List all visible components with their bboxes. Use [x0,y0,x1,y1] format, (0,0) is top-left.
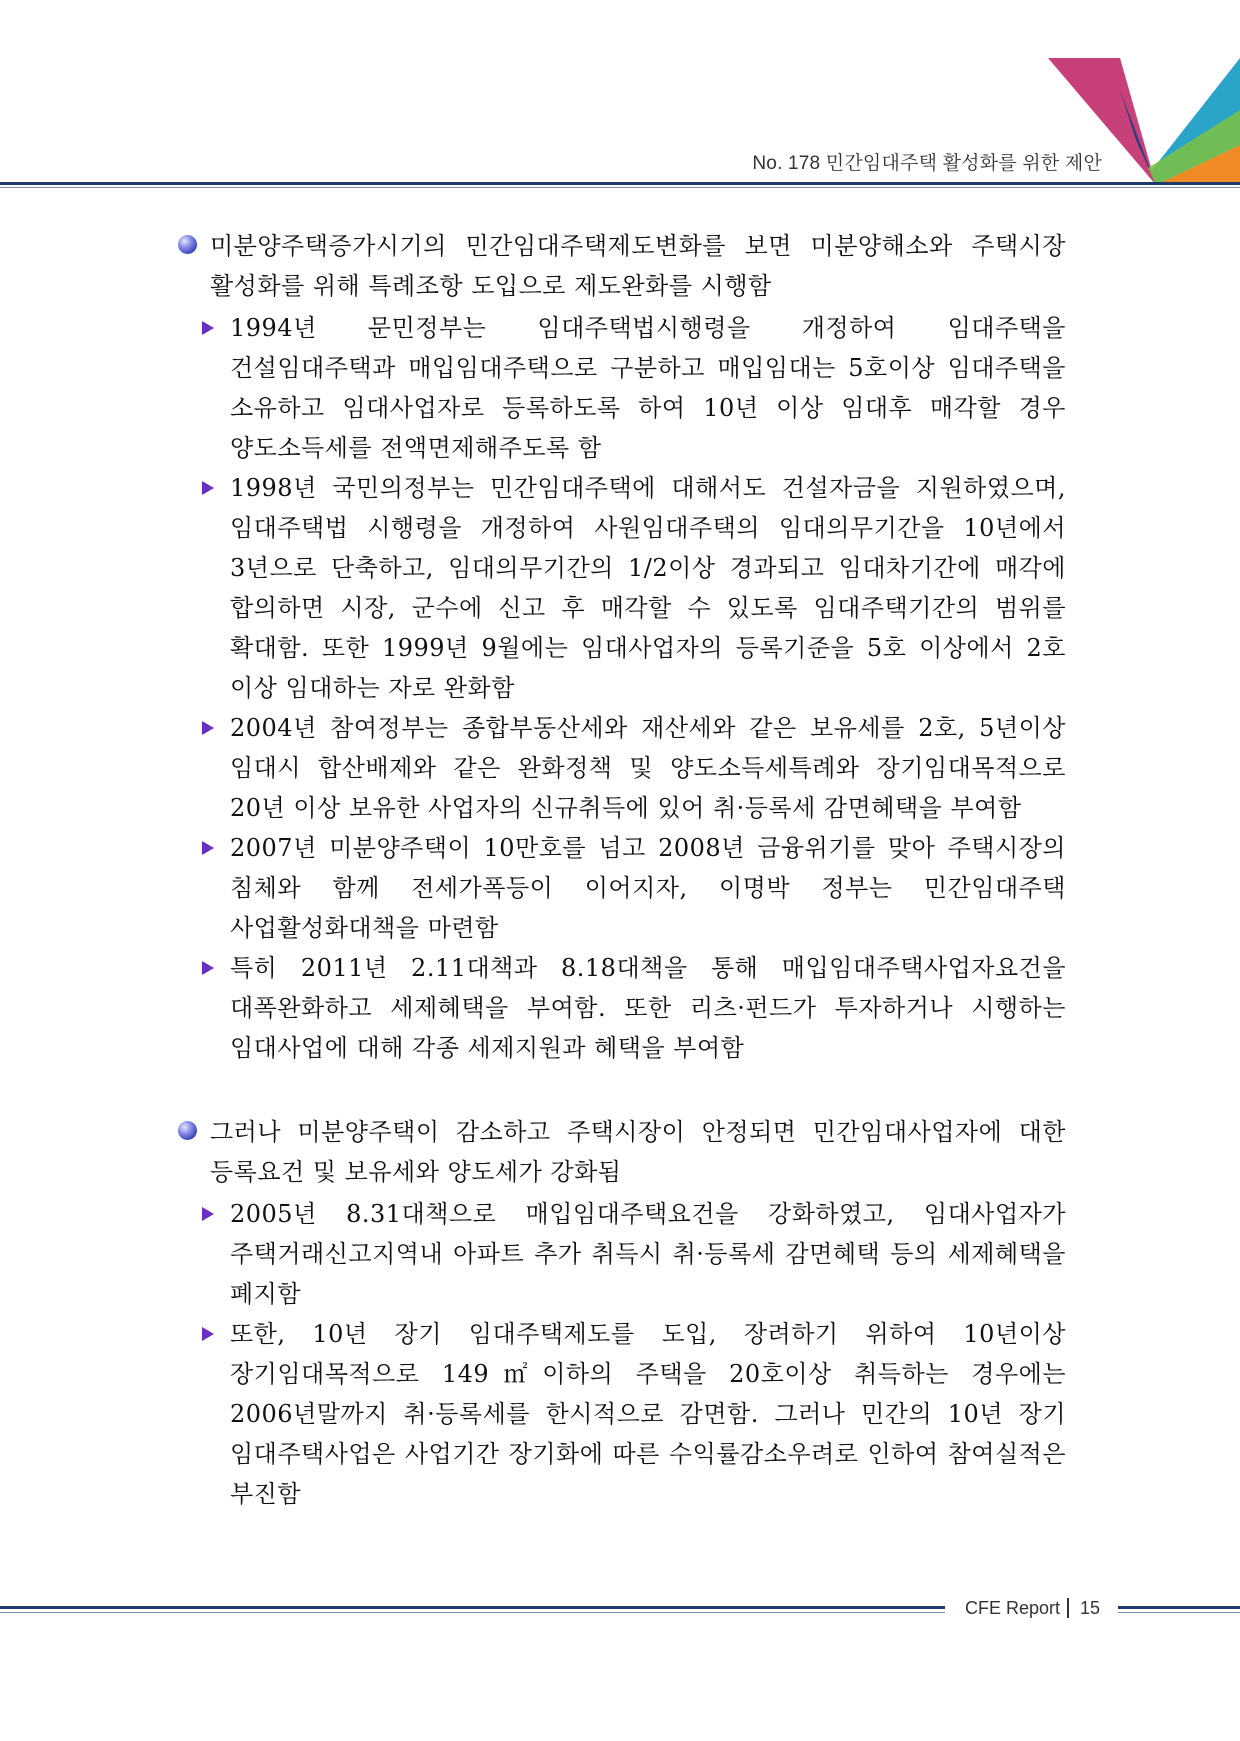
sub-point [176,1194,1066,1314]
document-body [176,226,1066,1558]
header-title: No. 178 민간임대주택 활성화를 위한 제안 [752,153,1102,174]
main-point-text: 그러나 미분양주택이 감소하고 주택시장이 안정되면 민간임대사업자에 대한 등록요건 및 보유세와 양도세가 강화됨 [210,1118,1066,1186]
main-point [176,1112,1066,1192]
triangle-bullet-icon [202,1207,214,1221]
page-number: 15 [1080,1598,1101,1618]
sub-point-text: 또한, 10년 장기 임대주택제도를 도입, 장려하기 위하여 10년이상 장기임대목적으로 149㎡이하의 주택을 20호이상 취득하는 경우에는 2006년말까지 취·등록세를 한시적으로 감면함. 그러나 민간의 10년 장기 임대주택사업은 사업기간 장기화에 따른 수익률감소우려로 인하여 참여실적은 부진함 [230,1320,1066,1508]
triangle-bullet-icon [202,841,214,855]
sub-point-list [176,308,1066,1068]
footer-rule-right [1118,1606,1240,1613]
footer-separator [1067,1598,1069,1618]
sub-point [176,1314,1066,1514]
sub-point-text: 1998년 국민의정부는 민간임대주택에 대해서도 건설자금을 지원하였으며, 임대주택법 시행령을 개정하여 사원임대주택의 임대의무기간을 10년에서 3년으로 단축하고, 임대의무기간의 1/2이상 경과되고 임대차기간에 매각에 합의하면 시장, 군수에 신고 후 매각할 수 있도록 임대주택기간의 범위를 확대함. 또한 1999년 9월에는 임대사업자의 등록기준을 5호 이상에서 2호 이상 임대하는 자로 완화함 [230,474,1066,702]
triangle-bullet-icon [202,1327,214,1341]
main-point [176,226,1066,306]
sub-point-list [176,1194,1066,1514]
main-point-text: 미분양주택증가시기의 민간임대주택제도변화를 보면 미분양해소와 주택시장 활성화를 위해 특례조항 도입으로 제도완화를 시행함 [210,232,1066,300]
footer-rule-left [0,1606,945,1613]
triangle-bullet-icon [202,481,214,495]
section-2 [176,1112,1066,1514]
sub-point [176,308,1066,468]
sub-point-text: 2004년 참여정부는 종합부동산세와 재산세와 같은 보유세를 2호, 5년이상 임대시 합산배제와 같은 완화정책 및 양도소득세특례와 장기임대목적으로 20년 이상 보유한 사업자의 신규취득에 있어 취·등록세 감면혜택을 부여함 [230,714,1066,822]
sub-point-text: 특히 2011년 2.11대책과 8.18대책을 통해 매입임대주택사업자요건을 대폭완화하고 세제혜택을 부여함. 또한 리츠·펀드가 투자하거나 시행하는 임대사업에 대해 각종 세제지원과 혜택을 부여함 [230,954,1066,1062]
footer-report-name: CFE Report [965,1598,1061,1618]
triangle-bullet-icon [202,321,214,335]
sub-point-text: 1994년 문민정부는 임대주택법시행령을 개정하여 임대주택을 건설임대주택과 매입임대주택으로 구분하고 매입임대는 5호이상 임대주택을 소유하고 임대사업자로 등록하도록 하여 10년 이상 임대후 매각할 경우 양도소득세를 전액면제해주도록 함 [230,314,1066,462]
circle-bullet-icon [178,1121,197,1140]
sub-point [176,468,1066,708]
header-rule [0,182,1240,185]
sub-point [176,828,1066,948]
header-rule-thin [0,187,1240,188]
section-1 [176,226,1066,1068]
circle-bullet-icon [178,235,197,254]
sub-point-text: 2005년 8.31대책으로 매입임대주택요건을 강화하였고, 임대사업자가 주택거래신고지역내 아파트 추가 취득시 취·등록세 감면혜택 등의 세제혜택을 폐지함 [230,1200,1066,1308]
sub-point [176,948,1066,1068]
sub-point [176,708,1066,828]
triangle-bullet-icon [202,961,214,975]
triangle-bullet-icon [202,721,214,735]
sub-point-text: 2007년 미분양주택이 10만호를 넘고 2008년 금융위기를 맞아 주택시장의 침체와 함께 전세가폭등이 이어지자, 이명박 정부는 민간임대주택 사업활성화대책을 마련함 [230,834,1066,942]
